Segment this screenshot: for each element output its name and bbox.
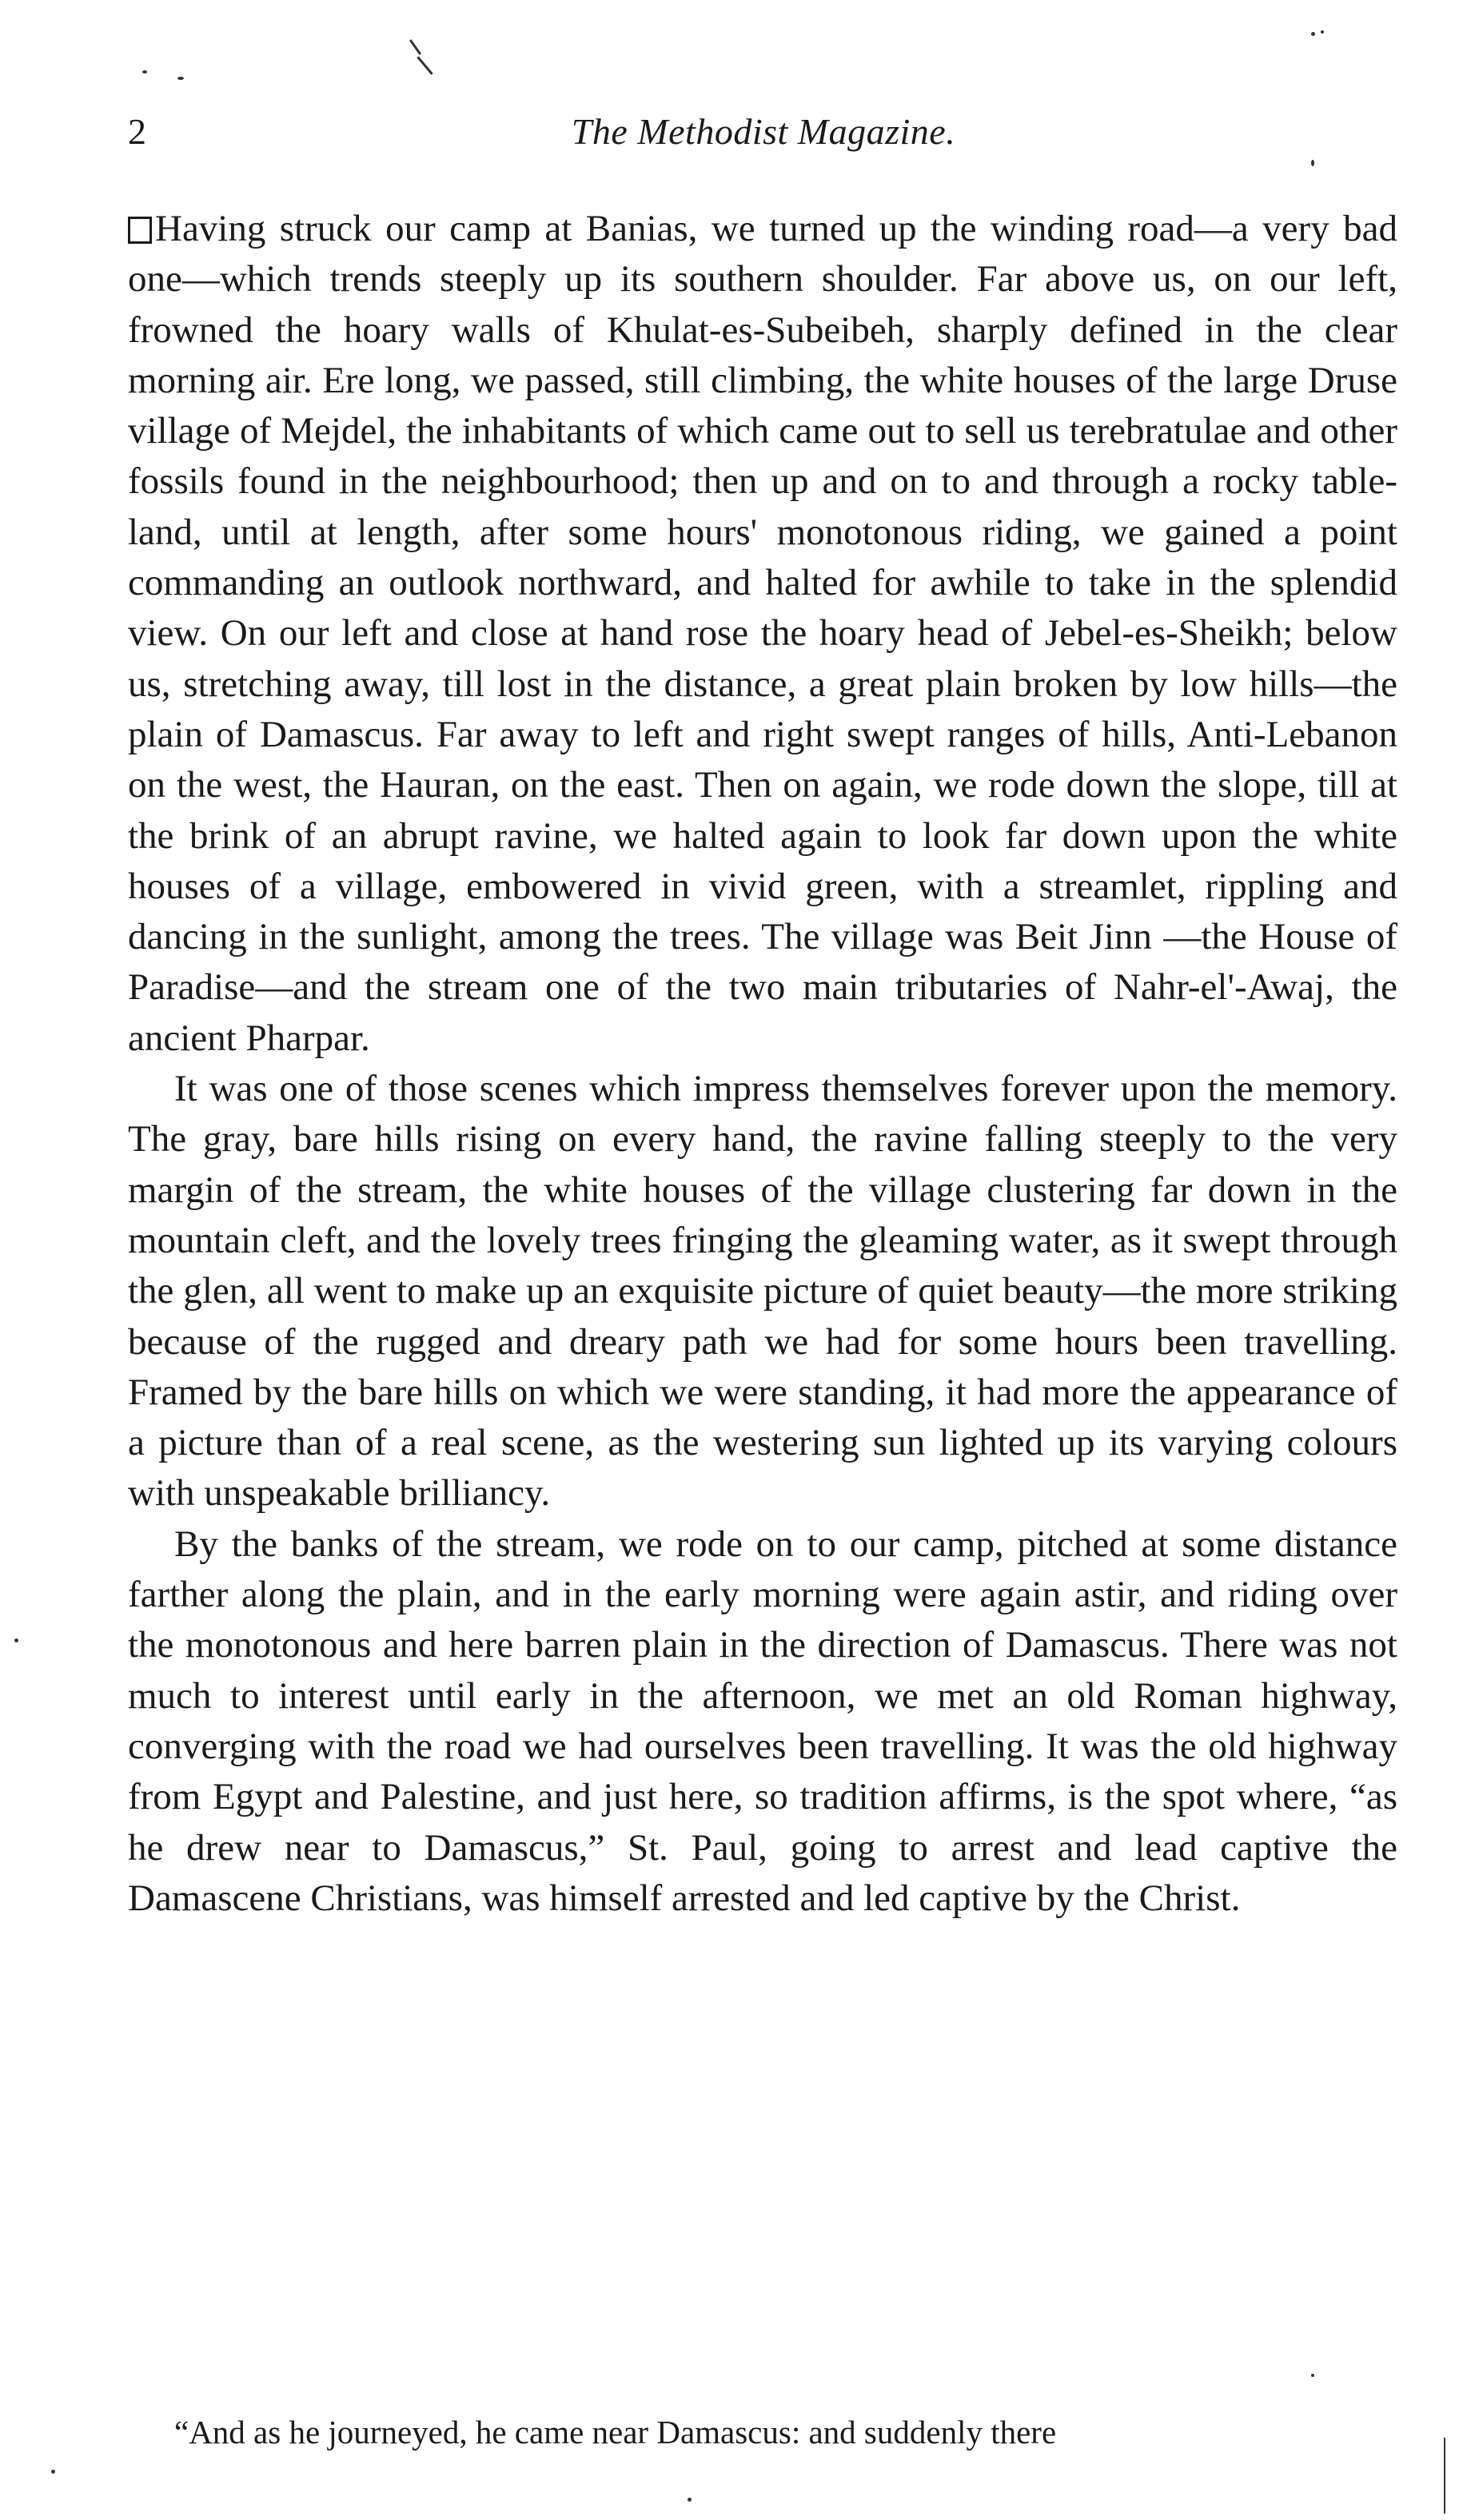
paragraph-text: By the banks of the stream, we rode on to our camp, pitched at some distance farther along the plain, and in the early morning were again astir, and riding over the monotonous and here barren plain in the direction of Damascus. There was not much to interest until early in the afternoon, we met an old Roman highway, converging with the road we had ourselves been travelling. It was the old highway from Egypt and Palestine, and just here, so tradition affirms, is the spot where, “as he drew near to Damascus,” St. Paul, going to arrest and lead captive the Damascene Christians, was himself arrested and led captive by the Christ. [128,1523,1397,1919]
print-speck [417,56,433,74]
paragraph-text: Having struck our camp at Banias, we turned up the winding road—a very bad one—which trends steeply up its southern shoulder. Far above us, on our left, frowned the hoary walls of Khulat-es-Subeibeh, sharply defined in the clear morning air. Ere long, we passed, still climbing, the white houses of the large Druse village of Mejdel, the inhabitants of which came out to sell us terebratulae and other fossils found in the neighbourhood; then up and on to and through a rocky table-land, until at length, after some hours' monotonous riding, we gained a point commanding an outlook northward, and halted for awhile to take in the splendid view. On our left and close at hand rose the hoary head of Jebel-es-Sheikh; below us, stretching away, till lost in the distance, a great plain broken by low hills—the plain of Damascus. Far away to left and right swept ranges of hills, Anti-Lebanon on the west, the Hauran, on the east. Then on again, we rode down the slope, till at the brink of an abrupt ravine, we halted again to look far down upon the white houses of a village, embowered in vivid green, with a streamlet, rippling and dancing in the sunlight, among the trees. The village was Beit Jinn —the House of Paradise—and the stream one of the two main tributaries of Nahr-el'-Awaj, the ancient Pharpar. [128,208,1397,1059]
paragraph-text: It was one of those scenes which impress themselves forever upon the memory. The gray, bare hills rising on every hand, the ravine falling steeply to the very margin of the stream, the white houses of the village clustering far down in the mountain cleft, and the lovely trees fringing the gleaming water, as it swept through the glen, all went to make up an exquisite picture of quiet beauty—the more striking because of the rugged and dreary path we had for some hours been travelling. Framed by the bare hills on which we were standing, it had more the appearance of a picture than of a real scene, as the westering sun lighted up its varying colours with unspeakable brilliancy. [128,1068,1397,1515]
running-head: The Methodist Magazine. [571,111,956,152]
print-speck [14,1638,18,1642]
print-speck [51,2470,55,2474]
print-speck [1311,2374,1314,2377]
print-speck [142,70,147,74]
square-marker-icon [128,217,152,244]
print-speck [688,2498,692,2502]
print-speck [1444,2438,1445,2514]
article-body [128,204,1397,1924]
page-number: 2 [128,111,146,152]
print-speck [409,39,421,55]
scripture-quote: “And as he journeyed, he came near Damascus: and suddenly there [174,2414,1057,2450]
print-speck [177,77,184,80]
page-header [128,108,1399,164]
paragraph-3 [128,1519,1397,1924]
print-speck [1321,30,1324,34]
paragraph-2 [128,1064,1397,1519]
print-speck [1311,32,1315,36]
paragraph-1 [128,204,1397,1064]
